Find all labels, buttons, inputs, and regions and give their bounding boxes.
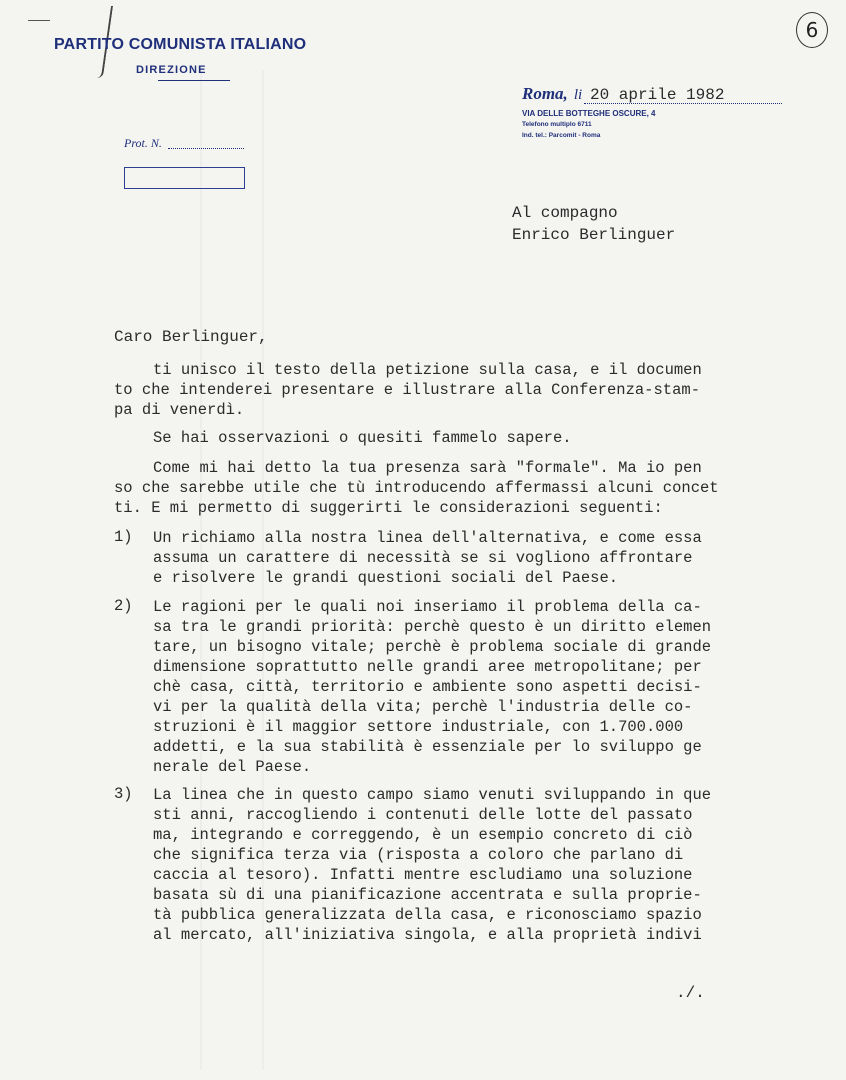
continuation-mark: ./. [676,984,705,1002]
handwritten-dash-mark [28,20,50,21]
paragraph-3-line: so che sarebbe utile che tù introducendo affermassi alcuni concet [114,479,719,497]
item-2-line: addetti, e la sua stabilità è essenziale per lo sviluppo ge [153,738,702,756]
item-1-line: assuma un carattere di necessità se si vogliono affrontare [153,549,693,567]
paragraph-3-line: ti. E mi permetto di suggerirti le considerazioni seguenti: [114,499,663,517]
paragraph-1-line: pa di venerdì. [114,401,245,419]
letterhead-address [522,108,656,141]
department-underline [158,80,230,81]
item-2-line: dimensione soprattutto nelle grandi aree metropolitane; per [153,658,702,676]
item-3-line: caccia al tesoro). Infatti mentre escludiamo una soluzione [153,866,693,884]
archive-watermark-logo [0,990,200,1070]
page-number-circle: 6 [796,12,828,48]
item-2-line: sa tra le grandi priorità: perchè questo è un diritto elemen [153,618,712,636]
item-2-line: Le ragioni per le quali noi inseriamo il problema della ca- [153,598,702,616]
letter-date: 20 aprile 1982 [590,86,725,104]
item-1-line: Un richiamo alla nostra linea dell'alternativa, e come essa [153,529,702,547]
item-number: 1) [114,528,133,546]
recipient-line-1: Al compagno [512,204,618,222]
item-3-line: La linea che in questo campo siamo venuti sviluppando in que [153,786,712,804]
paragraph-1-line: ti unisco il testo della petizione sulla casa, e il documen [153,361,702,379]
protocol-number-label: Prot. N. [124,136,162,150]
item-1-line: e risolvere le grandi questioni sociali del Paese. [153,569,619,587]
date-dotted-line [584,103,782,104]
address-telegraph: Ind. tel.: Parcomit - Roma [522,132,601,139]
item-2-line: vi per la qualità della vita; perchè l'industria delle co- [153,698,693,716]
paragraph-2: Se hai osservazioni o quesiti fammelo sapere. [153,429,572,447]
letterhead-department: DIREZIONE [136,64,207,76]
item-2-line: nerale del Paese. [153,758,312,776]
item-3-line: basata sù di una pianificazione accentrata e sulla proprie- [153,886,702,904]
address-street: VIA DELLE BOTTEGHE OSCURE, 4 [522,109,656,118]
paragraph-3-line: Come mi hai detto la tua presenza sarà "formale". Ma io pen [153,459,702,477]
date-line [522,84,582,104]
item-3-line: ma, integrando e correggendo, è un esempio concreto di ciò [153,826,693,844]
recipient-block [512,202,675,246]
item-number: 2) [114,597,133,615]
item-number: 3) [114,785,133,803]
item-2-line: chè casa, città, territorio e ambiente sono aspetti decisi- [153,678,702,696]
item-2-line: tare, un bisogno vitale; perchè è problema sociale di grande [153,638,712,656]
date-city: Roma, [522,84,568,103]
item-3-line: che significa terza via (risposta a coloro che parlano di [153,846,684,864]
date-li: li [573,87,583,103]
salutation: Caro Berlinguer, [114,328,268,346]
paragraph-1-line: to che intenderei presentare e illustrare alla Conferenza-stam- [114,381,700,399]
address-phone: Telefono multiplo 6711 [522,121,592,128]
item-3-line: tà pubblica generalizzata della casa, e riconosciamo spazio [153,906,702,924]
item-3-line: al mercato, all'iniziativa singola, e alla proprietà indivi [153,926,702,944]
recipient-line-2: Enrico Berlinguer [512,226,676,244]
letterhead-party-name: PARTITO COMUNISTA ITALIANO [54,36,307,53]
item-3-line: sti anni, raccogliendo i contenuti delle lotte del passato [153,806,693,824]
protocol-number-line [168,148,244,149]
item-2-line: struzioni è il maggior settore industriale, con 1.700.000 [153,718,684,736]
protocol-stamp-box [124,167,245,189]
